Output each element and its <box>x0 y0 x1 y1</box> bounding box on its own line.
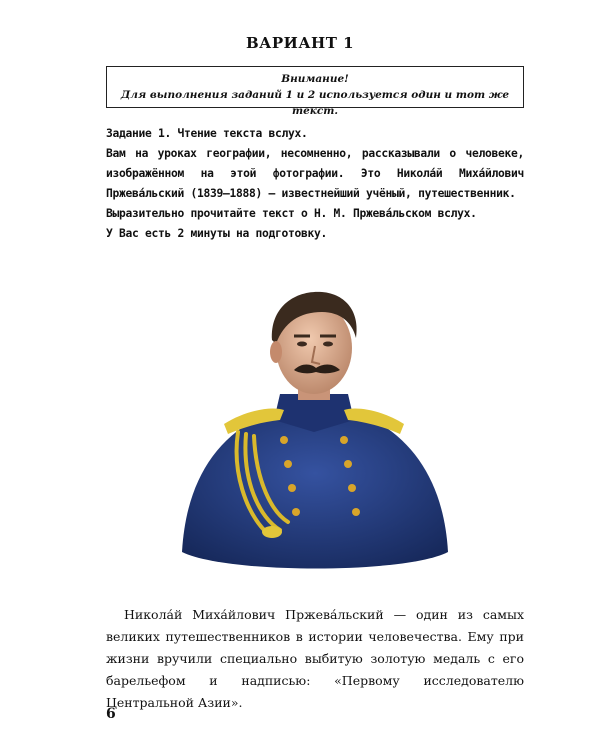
task-block <box>106 124 524 244</box>
notice-text: Для выполнения заданий 1 и 2 используется один и тот же текст. <box>120 89 510 117</box>
story-paragraph: Никола́й Миха́йлович Пржева́льский — один из самых великих путешественников в истории человечества. Ему при жизни вручили специально выбитую золотую медаль с его барельефом и надписью: «Первому исследователю Центральной Азии». <box>106 607 524 710</box>
task-instruction: Выразительно прочитайте текст о Н. М. Пржева́льском вслух. <box>106 207 477 220</box>
page-number: 6 <box>106 706 116 722</box>
notice-box <box>106 66 524 117</box>
task-heading: Задание 1. Чтение текста вслух. <box>106 127 308 140</box>
task-time-note: У Вас есть 2 минуты на подготовку. <box>106 227 328 240</box>
notice-heading: Внимание! <box>281 73 349 85</box>
portrait-photo <box>176 282 452 574</box>
uniform-coat <box>182 410 448 569</box>
story-text <box>106 604 524 714</box>
task-intro: Вам на уроках географии, несомненно, рассказывали о человеке, изображённом на этой фотографии. Это Никола́й Миха́йлович Пржева́льский (1839–1888) — известнейший учёный, путешественник. <box>106 147 524 200</box>
page-title: ВАРИАНТ 1 <box>245 34 355 52</box>
